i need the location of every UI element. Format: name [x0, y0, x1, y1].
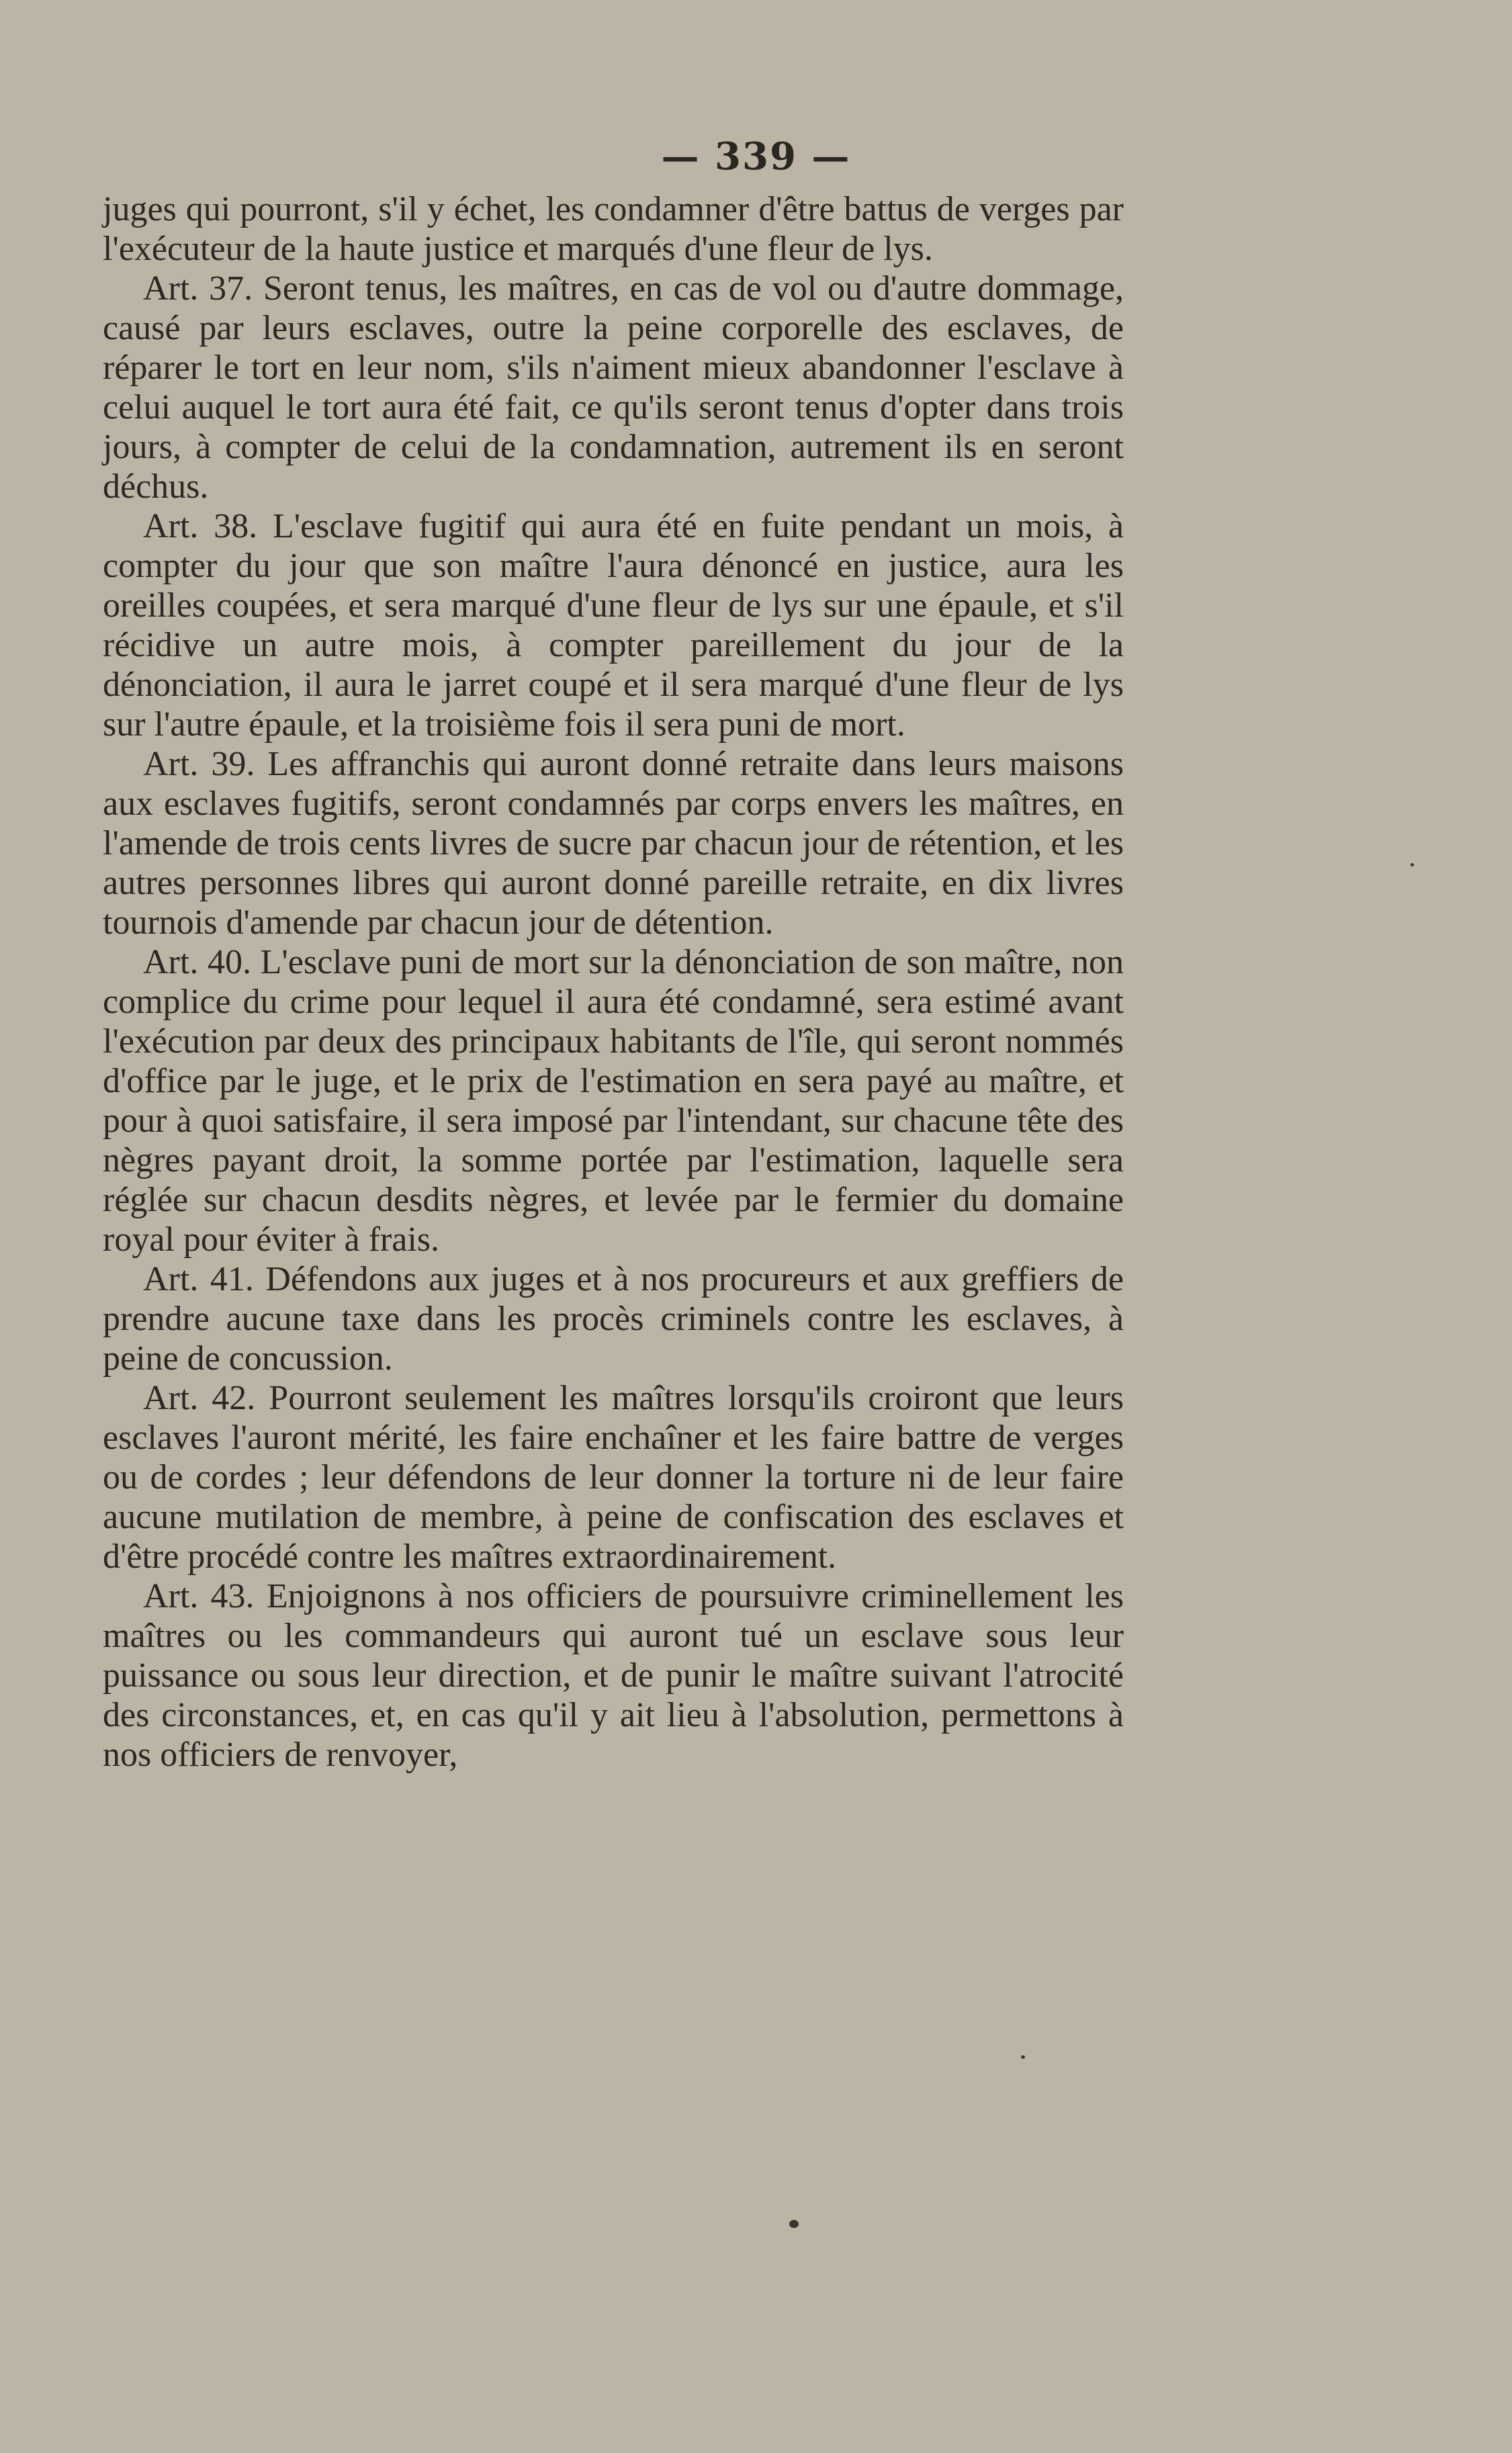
article-40 — [103, 942, 1124, 1259]
article-text: Enjoignons à nos officiers de poursuivre criminellement les maîtres ou les commandeurs qui auront tué un esclave sous leur puissance ou sous leur direction, et de punir le maître suivant l'atrocité des circonstances, et, en cas qu'il y ait lieu à l'absolution, permettons à nos officiers de renvoyer, — [103, 1577, 1124, 1774]
article-text: L'esclave puni de mort sur la dénonciation de son maître, non complice du crime pour lequel il aura été condamné, sera estimé avant l'exécution par deux des principaux habitants de l'île, qui seront nommés d'office par le juge, et le prix de l'estimation en sera payé au maître, et pour à quoi satisfaire, il sera imposé par l'intendant, sur chacune tête des nègres payant droit, la somme portée par l'estimation, laquelle sera réglée sur chacun desdits nègres, et levée par le fermier du domaine royal pour éviter à frais. — [103, 943, 1124, 1259]
body-text — [103, 189, 1124, 1775]
paper-speck — [1411, 863, 1414, 866]
paragraph-continuation — [103, 189, 1124, 269]
article-42 — [103, 1378, 1124, 1576]
article-text: L'esclave fugitif qui aura été en fuite pendant un mois, à compter du jour que son maître l'aura dénoncé en justice, aura les oreilles coupées, et sera marqué d'une fleur de lys sur une épaule, et s'il récidive un autre mois, à compter pareillement du jour de la dénonciation, il aura le jarret coupé et il sera marqué d'une fleur de lys sur l'autre épaule, et la troisième fois il sera puni de mort. — [103, 507, 1124, 744]
article-label: Art. 39. — [143, 745, 255, 783]
article-label: Art. 40. — [143, 943, 251, 981]
article-43 — [103, 1576, 1124, 1775]
article-label: Art. 38. — [143, 507, 258, 545]
page-number: — 339 — — [661, 134, 851, 179]
article-label: Art. 42. — [143, 1379, 256, 1417]
paper-speck — [789, 2220, 799, 2228]
article-text: Seront tenus, les maîtres, en cas de vol ou d'autre dommage, causé par leurs esclaves, outre la peine corporelle des esclaves, de réparer le tort en leur nom, s'ils n'aiment mieux abandonner l'esclave à celui auquel le tort aura été fait, ce qu'ils seront tenus d'opter dans trois jours, à compter de celui de la condamnation, autrement ils en seront déchus. — [103, 269, 1124, 506]
article-39 — [103, 744, 1124, 942]
article-label: Art. 43. — [143, 1577, 255, 1615]
article-label: Art. 37. — [143, 269, 253, 308]
article-text: Pourront seulement les maîtres lorsqu'ils croiront que leurs esclaves l'auront mérité, les faire enchaîner et les faire battre de verges ou de cordes ; leur défendons de leur donner la torture ni de leur faire aucune mutilation de membre, à peine de confiscation des esclaves et d'être procédé contre les maîtres extraordinairement. — [103, 1379, 1124, 1576]
article-text: Défendons aux juges et à nos procureurs et aux greffiers de prendre aucune taxe dans les procès criminels contre les esclaves, à peine de concussion. — [103, 1260, 1124, 1378]
paper-speck — [1021, 2055, 1025, 2059]
article-37 — [103, 269, 1124, 506]
article-text: Les affranchis qui auront donné retraite dans leurs maisons aux esclaves fugitifs, seront condamnés par corps envers les maîtres, en l'amende de trois cents livres de sucre par chacun jour de rétention, et les autres personnes libres qui auront donné pareille retraite, en dix livres tournois d'amende par chacun jour de détention. — [103, 745, 1124, 942]
paragraph-text: juges qui pourront, s'il y échet, les condamner d'être battus de verges par l'exécuteur de la haute justice et marqués d'une fleur de lys. — [103, 190, 1124, 268]
article-41 — [103, 1259, 1124, 1378]
article-38 — [103, 506, 1124, 744]
article-label: Art. 41. — [143, 1260, 254, 1298]
